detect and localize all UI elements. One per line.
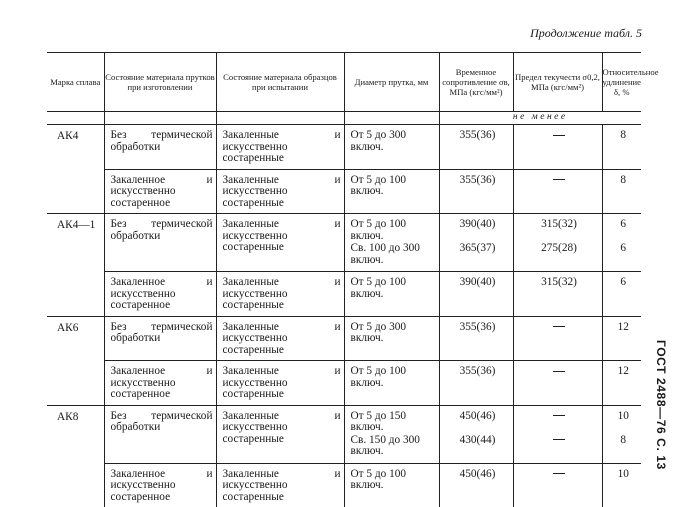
table-row bbox=[47, 316, 641, 361]
strength-cell: 390(40) bbox=[460, 276, 496, 288]
alloy-grade: АК6 bbox=[57, 322, 78, 334]
rod-state-cell: Без термической обработки bbox=[105, 125, 216, 157]
table-row bbox=[47, 361, 641, 406]
rod-state-cell: Без термической обработки bbox=[105, 214, 216, 246]
rod-state-cell: Без термической обработки bbox=[105, 406, 216, 438]
header-yield: Предел текучести σ0,2, МПа (кгс/мм²) bbox=[513, 53, 602, 112]
header-rod-state: Состояние материала прутков при изготовлении bbox=[104, 53, 216, 112]
sample-state-cell: Закаленные и искусственно состаренные bbox=[217, 317, 344, 361]
table-row bbox=[47, 272, 641, 317]
diameter-cell: От 5 до 100 включ. bbox=[351, 174, 407, 198]
table-row bbox=[47, 214, 641, 272]
rod-state-cell: Закаленное и искусственно состаренное bbox=[105, 361, 216, 405]
table-row bbox=[47, 405, 641, 463]
alloy-grade: АК8 bbox=[57, 411, 78, 423]
header-diameter: Диаметр прутка, мм bbox=[344, 53, 439, 112]
dash-mark bbox=[553, 135, 565, 136]
min-label: не менее bbox=[439, 112, 641, 125]
strength-cell: 365(37) bbox=[460, 242, 496, 254]
diameter-cell: Св. 150 до 300 включ. bbox=[351, 434, 420, 458]
rod-state-cell: Без термической обработки bbox=[105, 317, 216, 349]
elongation-cell: 6 bbox=[620, 276, 626, 288]
header-row bbox=[47, 53, 641, 112]
sample-state-cell: Закаленные и искусственно состаренные bbox=[217, 406, 344, 450]
rod-state-cell: Закаленное и искусственно состаренное bbox=[105, 170, 216, 214]
strength-cell: 355(36) bbox=[460, 129, 496, 141]
yield-cell: 275(28) bbox=[541, 242, 577, 254]
diameter-cell: Св. 100 до 300 включ. bbox=[351, 242, 420, 266]
table-body bbox=[47, 125, 641, 507]
header-elongation: Относительное удлинение δ, % bbox=[602, 53, 641, 112]
diameter-cell: От 5 до 100 включ. bbox=[351, 468, 407, 492]
strength-cell: 450(46) bbox=[460, 410, 496, 422]
strength-cell: 355(36) bbox=[460, 174, 496, 186]
dash-mark bbox=[553, 371, 565, 372]
diameter-cell: От 5 до 300 включ. bbox=[351, 129, 407, 153]
sample-state-cell: Закаленные и искусственно состаренные bbox=[217, 272, 344, 316]
elongation-cell: 12 bbox=[618, 365, 629, 377]
rod-state-cell: Закаленное и искусственно состаренное bbox=[105, 464, 216, 507]
dash-mark bbox=[553, 473, 565, 474]
dash-mark bbox=[553, 179, 565, 180]
strength-cell: 450(46) bbox=[460, 468, 496, 480]
dash-mark bbox=[553, 439, 565, 440]
diameter-cell: От 5 до 300 включ. bbox=[351, 321, 407, 345]
diameter-cell: От 5 до 100 включ. bbox=[351, 276, 407, 300]
elongation-cell: 8 bbox=[620, 434, 626, 446]
elongation-cell: 10 bbox=[618, 468, 629, 480]
alloy-grade: АК4—1 bbox=[57, 219, 95, 231]
diameter-cell: От 5 до 150 включ. bbox=[351, 410, 407, 434]
strength-cell: 430(44) bbox=[460, 434, 496, 446]
sample-state-cell: Закаленные и искусственно состаренные bbox=[217, 361, 344, 405]
table-caption: Продолжение табл. 5 bbox=[530, 26, 642, 41]
elongation-cell: 8 bbox=[620, 174, 626, 186]
dash-mark bbox=[553, 326, 565, 327]
elongation-cell: 12 bbox=[618, 321, 629, 333]
yield-cell: 315(32) bbox=[541, 276, 577, 288]
dash-mark bbox=[553, 415, 565, 416]
subheader-row bbox=[47, 112, 641, 125]
sample-state-cell: Закаленные и искусственно состаренные bbox=[217, 125, 344, 169]
side-page-note: ГОСТ 2488—76 С. 13 bbox=[654, 340, 668, 470]
alloy-grade: АК4 bbox=[57, 130, 78, 142]
header-sample-state: Состояние материала образцов при испытании bbox=[216, 53, 344, 112]
sample-state-cell: Закаленные и искусственно состаренные bbox=[217, 464, 344, 507]
elongation-cell: 6 bbox=[620, 242, 626, 254]
sample-state-cell: Закаленные и искусственно состаренные bbox=[217, 170, 344, 214]
rod-state-cell: Закаленное и искусственно состаренное bbox=[105, 272, 216, 316]
alloy-properties-table bbox=[47, 52, 641, 507]
yield-cell: 315(32) bbox=[541, 218, 577, 230]
header-strength: Временное сопротивление σв, МПа (кгс/мм²) bbox=[439, 53, 513, 112]
header-grade: Марка сплава bbox=[47, 53, 104, 112]
diameter-cell: От 5 до 100 включ. bbox=[351, 365, 407, 389]
strength-cell: 355(36) bbox=[460, 321, 496, 333]
elongation-cell: 6 bbox=[620, 218, 626, 230]
strength-cell: 390(40) bbox=[460, 218, 496, 230]
table-row bbox=[47, 125, 641, 170]
elongation-cell: 8 bbox=[620, 129, 626, 141]
elongation-cell: 10 bbox=[618, 410, 629, 422]
sample-state-cell: Закаленные и искусственно состаренные bbox=[217, 214, 344, 258]
diameter-cell: От 5 до 100 включ. bbox=[351, 218, 407, 242]
table-row bbox=[47, 169, 641, 214]
table-row bbox=[47, 463, 641, 507]
strength-cell: 355(36) bbox=[460, 365, 496, 377]
